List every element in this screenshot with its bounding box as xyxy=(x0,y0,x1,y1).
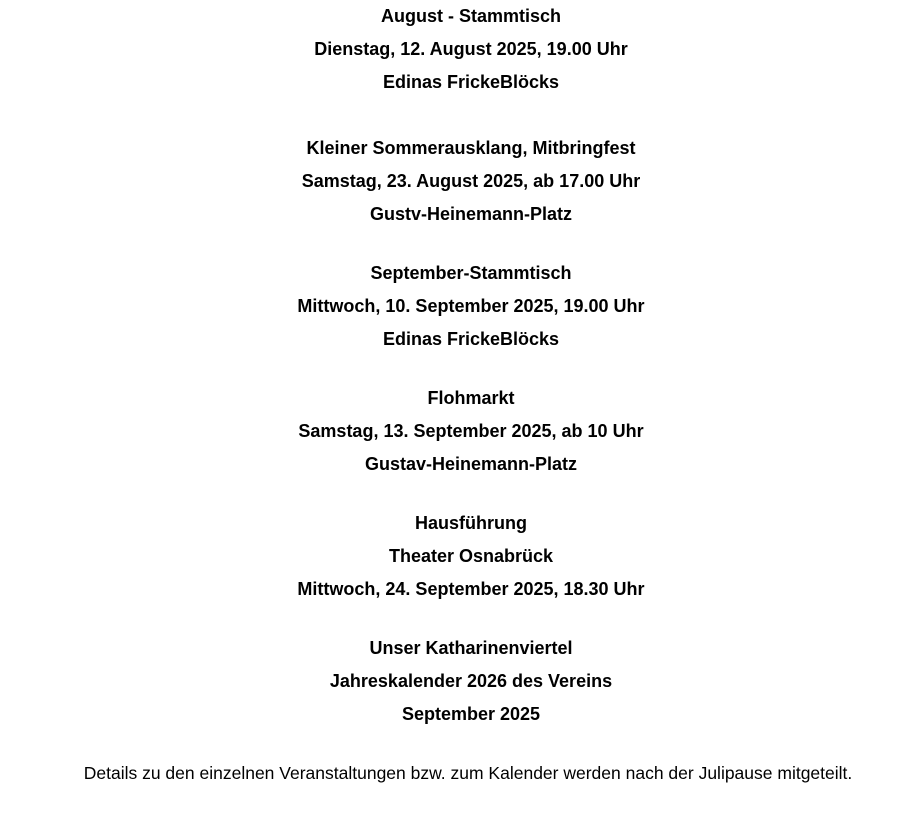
event-title: Unser Katharinenviertel xyxy=(369,638,573,658)
event-location: Gustv-Heinemann-Platz xyxy=(369,204,573,224)
event-title: Hausführung xyxy=(415,513,527,533)
event-title: Flohmarkt xyxy=(427,388,515,408)
event-location: Gustav-Heinemann-Platz xyxy=(364,454,578,474)
event-location: Theater Osnabrück xyxy=(388,546,554,566)
event-date: September 2025 xyxy=(401,704,541,724)
event-september-stammtisch xyxy=(33,257,909,356)
event-subtitle: Jahreskalender 2026 des Vereins xyxy=(329,671,613,691)
event-location: Edinas FrickeBlöcks xyxy=(382,72,560,92)
event-jahreskalender xyxy=(33,632,909,731)
event-date: Samstag, 23. August 2025, ab 17.00 Uhr xyxy=(301,171,641,191)
event-date: Mittwoch, 24. September 2025, 18.30 Uhr xyxy=(297,579,645,599)
event-date: Dienstag, 12. August 2025, 19.00 Uhr xyxy=(314,39,628,59)
event-sommerausklang xyxy=(33,132,909,231)
event-date: Samstag, 13. September 2025, ab 10 Uhr xyxy=(298,421,644,441)
event-date: Mittwoch, 10. September 2025, 19.00 Uhr xyxy=(297,296,645,316)
event-title: September-Stammtisch xyxy=(370,263,572,283)
event-title: August - Stammtisch xyxy=(380,6,562,26)
event-flohmarkt xyxy=(33,382,909,481)
event-august-stammtisch xyxy=(33,0,909,99)
event-title: Kleiner Sommerausklang, Mitbringfest xyxy=(306,138,636,158)
event-location: Edinas FrickeBlöcks xyxy=(382,329,560,349)
footer-note: Details zu den einzelnen Veranstaltungen bzw. zum Kalender werden nach der Julipause mitgeteilt. xyxy=(83,763,853,783)
event-hausfuehrung xyxy=(33,507,909,606)
